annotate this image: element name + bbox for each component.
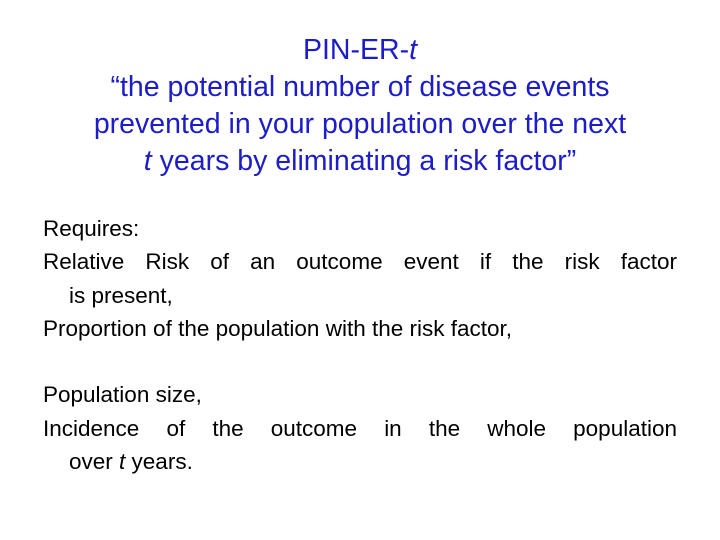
word: the bbox=[428, 415, 461, 441]
word: if bbox=[479, 249, 492, 275]
word: an bbox=[250, 249, 276, 275]
word: outcome bbox=[270, 415, 358, 441]
slide-title bbox=[20, 32, 700, 180]
requirement-incidence-line-2 bbox=[43, 445, 677, 478]
requires-heading: Requires: bbox=[43, 216, 140, 241]
title-line-4 bbox=[20, 143, 700, 180]
slide-body bbox=[43, 212, 677, 478]
title-line-1 bbox=[20, 32, 700, 69]
word: Incidence bbox=[43, 415, 140, 441]
title-line-3: prevented in your population over the next bbox=[93, 108, 627, 140]
word: event bbox=[403, 249, 459, 275]
requirement-incidence-line-1 bbox=[43, 412, 677, 445]
blank-line bbox=[43, 345, 677, 378]
word: outcome bbox=[296, 249, 383, 275]
incidence-years: years. bbox=[125, 449, 193, 475]
requirement-population-size: Population size, bbox=[43, 382, 202, 408]
requirement-relative-risk-line-2: is present, bbox=[69, 282, 173, 308]
word: risk bbox=[564, 249, 600, 275]
word: in bbox=[384, 415, 402, 441]
title-line-4-t: t bbox=[143, 145, 152, 177]
title-acronym: PIN-ER- bbox=[302, 34, 410, 66]
requirement-proportion: Proportion of the population with the risk factor, bbox=[43, 315, 513, 341]
title-acronym-t: t bbox=[409, 34, 417, 66]
incidence-t: t bbox=[119, 449, 126, 475]
word: Risk bbox=[145, 249, 190, 275]
title-line-4-rest: years by eliminating a risk factor” bbox=[151, 145, 577, 177]
title-line-2: “the potential number of disease events bbox=[110, 71, 610, 103]
word: the bbox=[512, 249, 544, 275]
requirement-relative-risk-line-1 bbox=[43, 245, 677, 278]
word: of bbox=[166, 415, 186, 441]
word: whole bbox=[487, 415, 547, 441]
word: Relative bbox=[43, 249, 125, 275]
incidence-over: over bbox=[69, 449, 120, 475]
word: of bbox=[210, 249, 230, 275]
word: factor bbox=[620, 249, 677, 275]
word: the bbox=[212, 415, 244, 441]
word: population bbox=[573, 415, 677, 441]
